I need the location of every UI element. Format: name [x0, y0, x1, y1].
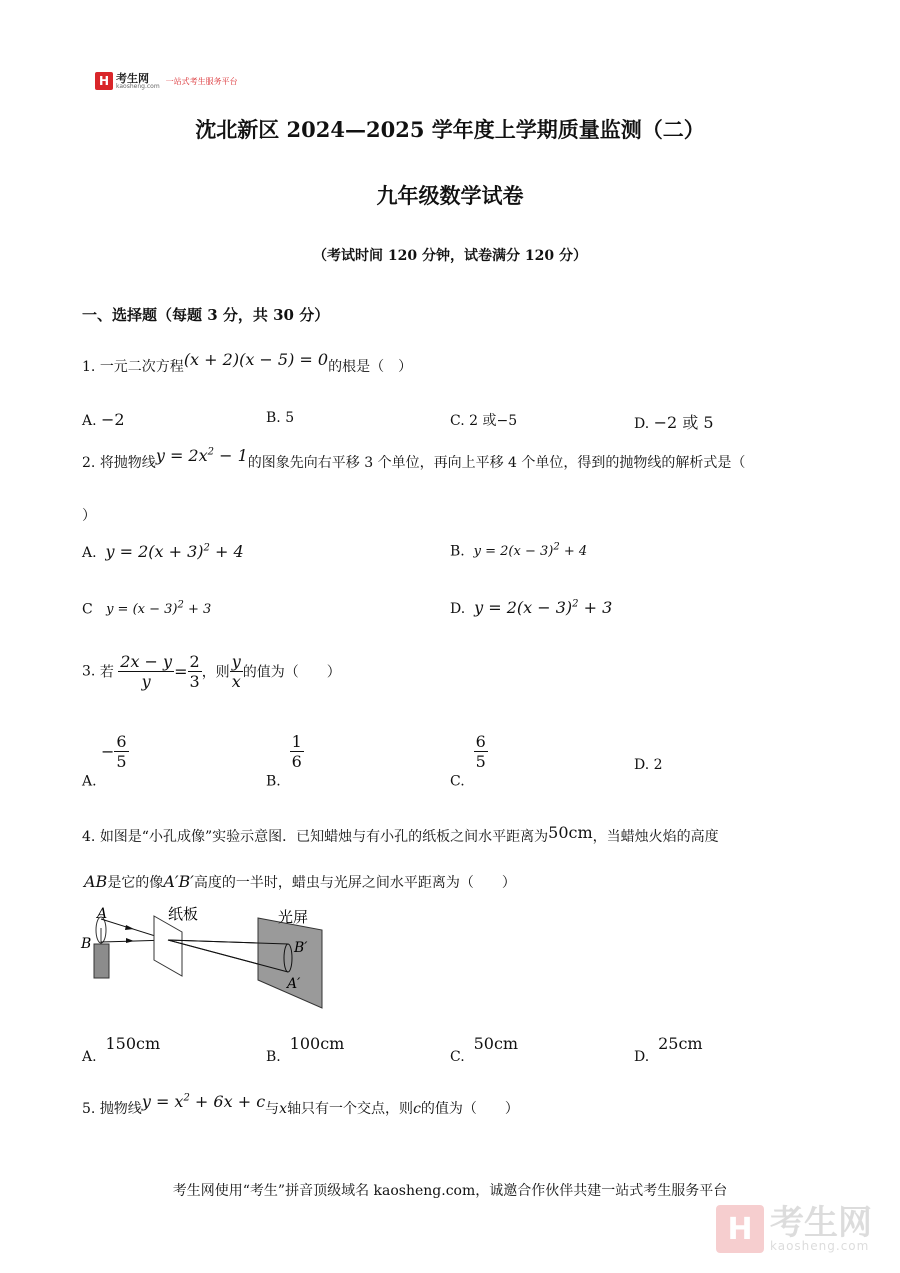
q4-option-c[interactable]: C. 50cm: [450, 1034, 519, 1065]
question-5: 5. 抛物线$y = x^2 + 6x + c$与x轴只有一个交点，则c的值为（ ）: [82, 1092, 519, 1117]
question-3: 3. 若 $\frac{2x - y}{y}$ = $\frac{2}{3}$ ，则 $\frac{y}{x}$ 的值为（ ）: [82, 652, 341, 691]
logo-name: 考生网: [116, 71, 149, 85]
q2-text-end: ）: [82, 508, 96, 524]
watermark-mark-icon: H: [716, 1205, 764, 1253]
label-paper-board: 纸板: [168, 905, 199, 923]
watermark-logo: [716, 1205, 872, 1253]
q2-text: 将抛物线: [99, 455, 156, 471]
candle-body: [94, 944, 109, 978]
label-screen: 光屏: [278, 908, 309, 926]
page-footer: 考生网使用“考生”拼音顶级域名 kaosheng.com，诚邀合作伙伴共建一站式考生服务平台: [172, 1183, 728, 1199]
label-b-prime: B′: [294, 940, 308, 956]
question-1: [82, 350, 413, 376]
q4-option-a[interactable]: A. 150cm: [82, 1034, 161, 1065]
q3-text: 若: [99, 664, 114, 681]
logo-mark-icon: H: [95, 72, 113, 90]
q2-option-d[interactable]: D. $y = 2(x - 3)^2 + 3$: [450, 598, 613, 617]
q3-fraction-2: $\frac{2}{3}$: [189, 652, 200, 691]
pinhole-diagram: [78, 900, 338, 1012]
q3-option-a[interactable]: A. − $\frac{6}{5}$: [82, 732, 127, 790]
q1-equation: (x + 2)(x − 5) = 0: [183, 350, 329, 369]
q1-option-c[interactable]: C. 2 或−5: [450, 413, 518, 429]
q2-text-tail: 的图象先向右平移 3 个单位，再向上平移 4 个单位，得到的抛物线的解析式是（: [247, 455, 746, 471]
q2-number: 2.: [82, 455, 96, 471]
q3-option-c[interactable]: C. $\frac{6}{5}$: [450, 732, 486, 790]
q4-option-b[interactable]: B. 100cm: [266, 1034, 345, 1065]
exam-note: （考试时间 120 分钟，试卷满分 120 分）: [313, 248, 587, 264]
section-heading: 一、选择题（每题 3 分，共 30 分）: [82, 306, 330, 324]
q1-number: 1.: [82, 359, 96, 375]
q3-option-d[interactable]: D. 2: [634, 757, 663, 773]
label-a: A: [97, 906, 108, 922]
q2-equation: $y = 2x^2 - 1$: [155, 446, 248, 465]
label-a-prime: A′: [287, 976, 301, 992]
q3-option-b[interactable]: B. $\frac{1}{6}$: [266, 732, 302, 790]
logo-slogan: 一站式考生服务平台: [165, 76, 238, 86]
exam-subtitle: 九年级数学试卷: [376, 183, 524, 208]
label-b: B: [81, 936, 92, 952]
q3-number: 3.: [82, 663, 96, 680]
question-4: 4. 如图是“小孔成像”实验示意图．已知蜡烛与有小孔的纸板之间水平距离为50cm，当蜡烛火焰的高度: [82, 823, 719, 845]
site-logo: [95, 72, 238, 90]
paper-board: [154, 916, 182, 976]
logo-domain: kaosheng.com: [116, 82, 160, 90]
q2-option-c[interactable]: C $y = (x - 3)^2 + 3$: [82, 600, 212, 618]
q1-option-b[interactable]: B. 5: [266, 410, 295, 426]
watermark-name: 考生网: [770, 1203, 872, 1243]
q3-fraction-1: $\frac{2x - y}{y}$: [120, 652, 173, 691]
q2-option-a[interactable]: A. $y = 2(x + 3)^2 + 4$: [82, 542, 244, 561]
q5-equation: $y = x^2 + 6x + c$: [141, 1092, 266, 1111]
q4-option-d[interactable]: D. 25cm: [634, 1034, 703, 1065]
exam-title: 沈北新区 2024—2025 学年度上学期质量监测（二）: [195, 117, 705, 142]
watermark-domain: kaosheng.com: [770, 1239, 870, 1253]
q1-option-d[interactable]: D. −2 或 5: [634, 413, 714, 432]
q1-option-a[interactable]: A. −2: [82, 410, 125, 429]
q1-text: 一元二次方程: [99, 359, 184, 375]
q3-fraction-3: $\frac{y}{x}$: [231, 652, 241, 691]
question-2: [82, 446, 746, 472]
q2-option-b[interactable]: B. $y = 2(x - 3)^2 + 4$: [450, 542, 588, 560]
question-4-line-2: AB是它的像A′B′高度的一半时，蜡虫与光屏之间水平距离为（ ）: [84, 872, 516, 891]
q1-text-tail: 的根是（ ）: [328, 359, 413, 375]
